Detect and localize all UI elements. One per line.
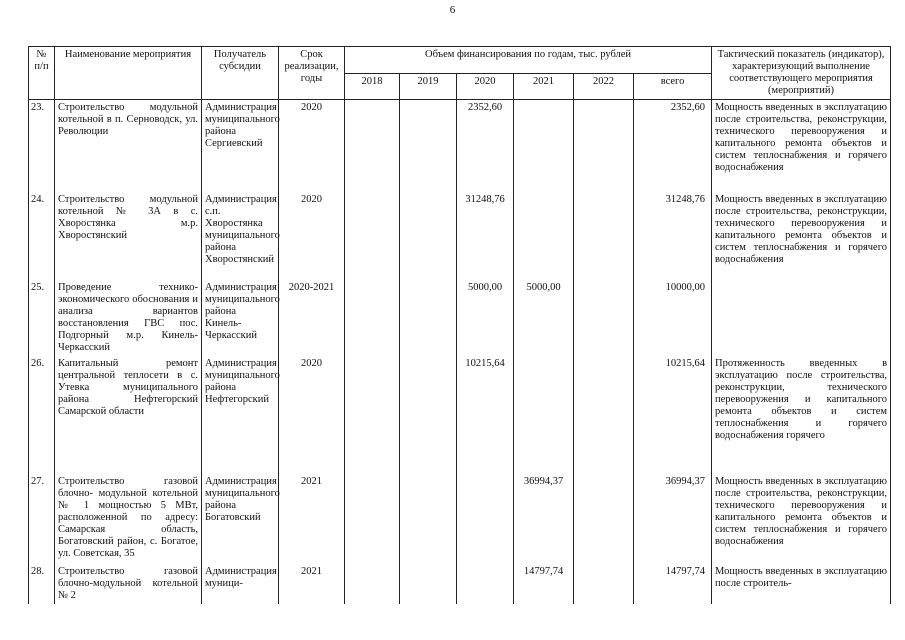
- row-name: Капитальный ремонт центральной теплосети в с. Утевка муниципального района Нефтегорский Самарской области: [55, 356, 202, 474]
- row-2019: [400, 356, 457, 474]
- row-2021: [514, 192, 574, 280]
- row-name: Строительство газовой блочно- модульной котельной № 1 мощностью 5 МВт, расположенной по адресу: Самарская область, Богатовский район, с. Богатое, ул. Советская, 35: [55, 474, 202, 564]
- table-row: [29, 474, 891, 564]
- row-recipient: Администрация муниципального района Кинель-Черкасский: [202, 280, 279, 356]
- row-name: Строительство модульной котельной в п. Серноводск, ул. Революции: [55, 100, 202, 192]
- row-total: 10000,00: [634, 280, 712, 356]
- row-2020: 2352,60: [457, 100, 514, 192]
- row-2022: [574, 474, 634, 564]
- header-term: Срок реализации, годы: [279, 47, 345, 100]
- row-2022: [574, 192, 634, 280]
- row-total: 36994,37: [634, 474, 712, 564]
- row-num: 28.: [29, 564, 55, 604]
- header-year-2021: 2021: [514, 73, 574, 100]
- row-2020: 10215,64: [457, 356, 514, 474]
- header-funding: Объем финансирования по годам, тыс. рублей: [345, 47, 712, 74]
- header-year-2018: 2018: [345, 73, 400, 100]
- row-term: 2020: [279, 100, 345, 192]
- row-2019: [400, 474, 457, 564]
- row-total: 10215,64: [634, 356, 712, 474]
- table-row: [29, 192, 891, 280]
- row-recipient: Администрация муниципального района Нефтегорский: [202, 356, 279, 474]
- table-row: [29, 280, 891, 356]
- row-term: 2021: [279, 474, 345, 564]
- row-num: 27.: [29, 474, 55, 564]
- row-2018: [345, 356, 400, 474]
- row-indicator: Мощность введенных в эксплуатацию после строительства, реконструкции, технического перевооружения и капитального ремонта объектов и систем теплоснабжения и горячего водоснабжения: [712, 474, 891, 564]
- row-indicator: Мощность введенных в эксплуатацию после строительства, реконструкции, технического перевооружения и капитального ремонта объектов и систем теплоснабжения и горячего водоснабжения: [712, 100, 891, 192]
- row-2021: [514, 356, 574, 474]
- row-term: 2021: [279, 564, 345, 604]
- header-num: № п/п: [29, 47, 55, 100]
- row-2021: [514, 100, 574, 192]
- row-2018: [345, 474, 400, 564]
- row-num: 23.: [29, 100, 55, 192]
- row-recipient: Администрация муници-: [202, 564, 279, 604]
- row-num: 24.: [29, 192, 55, 280]
- row-2019: [400, 100, 457, 192]
- table-row: [29, 356, 891, 474]
- row-2019: [400, 192, 457, 280]
- row-term: 2020: [279, 192, 345, 280]
- row-2020: 31248,76: [457, 192, 514, 280]
- row-num: 25.: [29, 280, 55, 356]
- row-name: Строительство модульной котельной № 3А в с. Хворостянка м.р. Хворостянский: [55, 192, 202, 280]
- header-year-2020: 2020: [457, 73, 514, 100]
- row-term: 2020: [279, 356, 345, 474]
- row-name: Проведение технико-экономического обоснования и анализа вариантов восстановления ГВС пос. Подгорный м.р. Кинель-Черкасский: [55, 280, 202, 356]
- row-2019: [400, 564, 457, 604]
- header-year-2022: 2022: [574, 73, 634, 100]
- row-2020: [457, 474, 514, 564]
- row-2018: [345, 564, 400, 604]
- header-year-2019: 2019: [400, 73, 457, 100]
- row-recipient: Администрация с.п. Хворостянка муниципального района Хворостянский: [202, 192, 279, 280]
- header-total: всего: [634, 73, 712, 100]
- row-num: 26.: [29, 356, 55, 474]
- header-recipient: Получатель субсидии: [202, 47, 279, 100]
- row-2021: 5000,00: [514, 280, 574, 356]
- header-name: Наименование мероприятия: [55, 47, 202, 100]
- header-row: [29, 47, 891, 74]
- row-recipient: Администрация муниципального района Сергиевский: [202, 100, 279, 192]
- row-total: 2352,60: [634, 100, 712, 192]
- funding-table: [28, 46, 891, 604]
- row-2018: [345, 280, 400, 356]
- row-term: 2020-2021: [279, 280, 345, 356]
- table-row: [29, 100, 891, 192]
- row-2021: 14797,74: [514, 564, 574, 604]
- row-2022: [574, 564, 634, 604]
- row-2018: [345, 192, 400, 280]
- row-name: Строительство газовой блочно-модульной котельной № 2: [55, 564, 202, 604]
- row-indicator: Мощность введенных в эксплуатацию после строитель-: [712, 564, 891, 604]
- row-2018: [345, 100, 400, 192]
- row-2019: [400, 280, 457, 356]
- row-2022: [574, 356, 634, 474]
- page-number: 6: [449, 4, 456, 16]
- row-indicator: Протяженность введенных в эксплуатацию после строительства, реконструкции, технического перевооружения и капитального ремонта объектов и систем теплоснабжения и горячего водоснабжения горячего: [712, 356, 891, 474]
- row-total: 14797,74: [634, 564, 712, 604]
- row-2020: [457, 564, 514, 604]
- row-indicator: [712, 280, 891, 356]
- row-2022: [574, 280, 634, 356]
- row-indicator: Мощность введенных в эксплуатацию после строительства, реконструкции, технического перевооружения и капитального ремонта объектов и систем теплоснабжения и горячего водоснабжения: [712, 192, 891, 280]
- header-indicator: Тактический показатель (индикатор), характеризующий выполнение соответствующего мероприятия (мероприятий): [712, 47, 891, 100]
- row-total: 31248,76: [634, 192, 712, 280]
- row-2020: 5000,00: [457, 280, 514, 356]
- row-2021: 36994,37: [514, 474, 574, 564]
- row-2022: [574, 100, 634, 192]
- row-recipient: Администрация муниципального района Богатовский: [202, 474, 279, 564]
- table-row: [29, 564, 891, 604]
